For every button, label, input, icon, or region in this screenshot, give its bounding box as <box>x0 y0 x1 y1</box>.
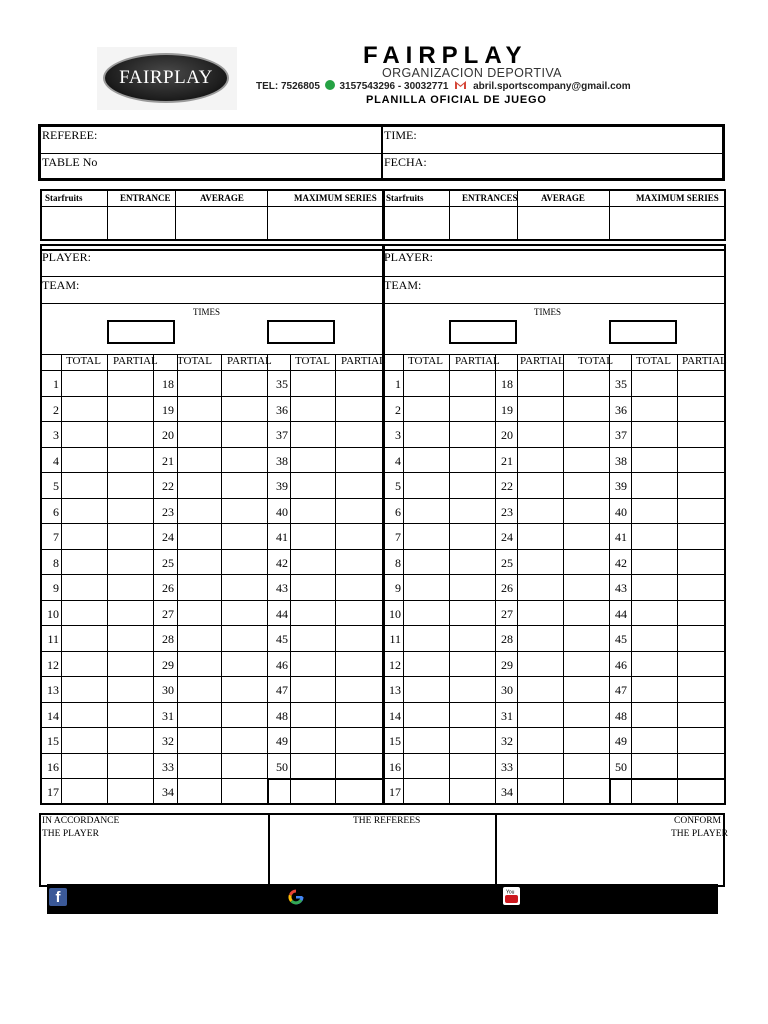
fecha-label: FECHA: <box>384 155 427 169</box>
fairplay-logo <box>97 47 237 110</box>
row-number: 28 <box>162 632 174 646</box>
row-number: 12 <box>47 657 59 672</box>
row-number: 40 <box>276 504 288 519</box>
row-number: 49 <box>615 734 627 748</box>
row-number: 50 <box>615 759 627 774</box>
row-number: 24 <box>162 530 174 544</box>
row-number: 26 <box>501 581 513 595</box>
row-number: 7 <box>395 530 401 544</box>
row-number: 27 <box>162 606 174 621</box>
column-header: TOTAL <box>578 355 613 367</box>
row-number: 23 <box>162 504 174 519</box>
time-box-left-2[interactable] <box>267 320 335 344</box>
row-number: 10 <box>389 606 401 621</box>
row-number: 41 <box>276 530 288 544</box>
row-number: 49 <box>276 734 288 748</box>
row-number: 21 <box>501 453 513 468</box>
row-number: 30 <box>501 683 513 697</box>
row-number: 8 <box>395 555 401 570</box>
row-number: 7 <box>53 530 59 544</box>
column-header: PARTIAL <box>455 355 500 367</box>
row-number: 1 <box>53 377 59 391</box>
row-number: 16 <box>47 759 59 774</box>
google-icon[interactable] <box>288 889 304 905</box>
row-number: 16 <box>389 759 401 774</box>
row-number: 44 <box>276 606 288 621</box>
times-label-left: TIMES <box>193 307 220 317</box>
row-number: 47 <box>615 683 627 697</box>
row-number: 13 <box>389 683 401 697</box>
phone-numbers: 3157543296 - 30032771 <box>339 81 449 92</box>
row-number: 14 <box>389 708 401 723</box>
row-number: 15 <box>389 734 401 748</box>
signature-center: THE REFEREES <box>353 816 421 826</box>
row-number: 48 <box>276 708 288 723</box>
stats-header-entrance: ENTRANCE <box>120 193 171 203</box>
row-number: 20 <box>162 428 174 442</box>
blank-cell <box>609 778 726 805</box>
contact-line <box>256 80 631 92</box>
row-number: 17 <box>389 785 401 799</box>
row-number: 33 <box>501 759 513 774</box>
gmail-icon <box>455 81 466 89</box>
logo-text: FAIRPLAY <box>119 67 213 88</box>
row-number: 17 <box>47 785 59 799</box>
column-header: PARTIAL <box>227 355 272 367</box>
team-label-right: TEAM: <box>384 278 422 292</box>
blank-cell <box>267 778 384 805</box>
column-header: TOTAL <box>636 355 671 367</box>
row-number: 25 <box>501 555 513 570</box>
column-header: TOTAL <box>295 355 330 367</box>
row-number: 32 <box>162 734 174 748</box>
row-number: 10 <box>47 606 59 621</box>
row-number: 43 <box>615 581 627 595</box>
row-number: 33 <box>162 759 174 774</box>
row-number: 4 <box>395 453 401 468</box>
row-number: 1 <box>395 377 401 391</box>
row-number: 22 <box>162 479 174 493</box>
row-number: 6 <box>395 504 401 519</box>
row-number: 22 <box>501 479 513 493</box>
whatsapp-icon <box>325 80 335 90</box>
row-number: 29 <box>162 657 174 672</box>
row-number: 19 <box>501 402 513 417</box>
row-number: 27 <box>501 606 513 621</box>
row-number: 34 <box>501 785 513 799</box>
row-number: 3 <box>395 428 401 442</box>
row-number: 18 <box>501 377 513 391</box>
signature-left-line1: IN ACCORDANCE <box>42 816 120 826</box>
row-number: 38 <box>615 453 627 468</box>
row-number: 31 <box>162 708 174 723</box>
row-number: 18 <box>162 377 174 391</box>
row-number: 30 <box>162 683 174 697</box>
organization-name: ORGANIZACION DEPORTIVA <box>382 66 562 80</box>
row-number: 37 <box>615 428 627 442</box>
row-number: 48 <box>615 708 627 723</box>
row-number: 37 <box>276 428 288 442</box>
row-number: 11 <box>389 632 401 646</box>
row-number: 39 <box>276 479 288 493</box>
player-sheet-right <box>383 189 726 805</box>
stats-header-starfruits: Starfruits <box>45 193 83 203</box>
row-number: 47 <box>276 683 288 697</box>
row-number: 32 <box>501 734 513 748</box>
row-number: 24 <box>501 530 513 544</box>
signature-right-line2: THE PLAYER <box>671 829 728 839</box>
signature-box <box>39 813 728 887</box>
brand-title: FAIRPLAY <box>363 42 528 69</box>
row-number: 46 <box>615 657 627 672</box>
row-number: 46 <box>276 657 288 672</box>
row-number: 21 <box>162 453 174 468</box>
time-box-right-2[interactable] <box>609 320 677 344</box>
row-number: 50 <box>276 759 288 774</box>
row-number: 20 <box>501 428 513 442</box>
row-number: 2 <box>395 402 401 417</box>
referee-box <box>38 124 725 181</box>
row-number: 43 <box>276 581 288 595</box>
social-bar <box>47 884 718 914</box>
sheet-title: PLANILLA OFICIAL DE JUEGO <box>366 94 547 106</box>
table-number-label: TABLE No <box>42 155 98 169</box>
facebook-icon[interactable]: f <box>49 888 67 906</box>
row-number: 39 <box>615 479 627 493</box>
svg-text:You: You <box>506 889 515 896</box>
row-number: 4 <box>53 453 59 468</box>
column-header: TOTAL <box>66 355 101 367</box>
time-box-left-1[interactable] <box>107 320 175 344</box>
player-sheet-left <box>40 189 386 805</box>
column-header: TOTAL <box>177 355 212 367</box>
signature-right-line1: CONFORM <box>674 816 721 826</box>
row-number: 25 <box>162 555 174 570</box>
contact-email: abril.sportscompany@gmail.com <box>473 81 631 92</box>
row-number: 12 <box>389 657 401 672</box>
stats-header-average: AVERAGE <box>541 193 585 203</box>
row-number: 9 <box>395 581 401 595</box>
row-number: 8 <box>53 555 59 570</box>
team-label-left: TEAM: <box>42 278 80 292</box>
stats-header-max-series: MAXIMUM SERIES <box>636 193 719 203</box>
row-number: 44 <box>615 606 627 621</box>
row-number: 45 <box>615 632 627 646</box>
row-number: 26 <box>162 581 174 595</box>
row-number: 36 <box>615 402 627 417</box>
row-number: 42 <box>615 555 627 570</box>
stats-header-starfruits: Starfruits <box>386 193 424 203</box>
row-number: 2 <box>53 402 59 417</box>
row-number: 13 <box>47 683 59 697</box>
times-label-right: TIMES <box>534 307 561 317</box>
row-number: 6 <box>53 504 59 519</box>
row-number: 14 <box>47 708 59 723</box>
row-number: 19 <box>162 402 174 417</box>
time-label: TIME: <box>384 128 417 142</box>
row-number: 34 <box>162 785 174 799</box>
player-label-right: PLAYER: <box>384 250 433 264</box>
row-number: 15 <box>47 734 59 748</box>
tel-label: TEL: 7526805 <box>256 81 320 92</box>
column-header: PARTIAL <box>341 355 386 367</box>
time-box-right-1[interactable] <box>449 320 517 344</box>
logo-oval <box>103 53 229 103</box>
row-number: 36 <box>276 402 288 417</box>
row-number: 41 <box>615 530 627 544</box>
row-number: 5 <box>395 479 401 493</box>
row-number: 3 <box>53 428 59 442</box>
player-label-left: PLAYER: <box>42 250 91 264</box>
column-header: PARTIAL <box>682 355 727 367</box>
row-number: 9 <box>53 581 59 595</box>
youtube-icon[interactable] <box>503 887 520 905</box>
referee-label: REFEREE: <box>42 128 98 142</box>
row-number: 45 <box>276 632 288 646</box>
row-number: 38 <box>276 453 288 468</box>
row-number: 31 <box>501 708 513 723</box>
stats-header-entrances: ENTRANCES <box>462 193 518 203</box>
row-number: 29 <box>501 657 513 672</box>
row-number: 5 <box>53 479 59 493</box>
signature-left-line2: THE PLAYER <box>42 829 99 839</box>
row-number: 23 <box>501 504 513 519</box>
row-number: 35 <box>276 377 288 391</box>
column-header: PARTIAL <box>520 355 565 367</box>
score-sheet <box>40 189 726 805</box>
row-number: 28 <box>501 632 513 646</box>
stats-header-average: AVERAGE <box>200 193 244 203</box>
row-number: 11 <box>47 632 59 646</box>
stats-header-max-series: MAXIMUM SERIES <box>294 193 377 203</box>
row-number: 40 <box>615 504 627 519</box>
row-number: 42 <box>276 555 288 570</box>
column-header: PARTIAL <box>113 355 158 367</box>
row-number: 35 <box>615 377 627 391</box>
column-header: TOTAL <box>408 355 443 367</box>
